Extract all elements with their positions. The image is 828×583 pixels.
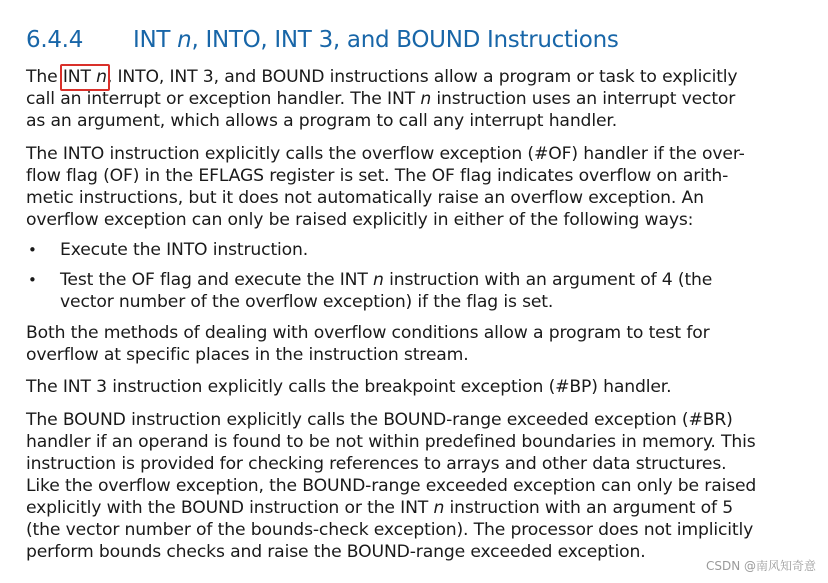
bullet-dot: • — [28, 241, 37, 259]
p5-line-5-post: instruction with an argument of 5 — [444, 498, 734, 518]
p1-line-1-pre: The — [26, 67, 63, 87]
p2-line-1: The INTO instruction explicitly calls the overflow exception (#OF) handler if the over- — [26, 144, 745, 164]
section-number: 6.4.4 — [26, 27, 84, 53]
p3-line-1: Both the methods of dealing with overflow conditions allow a program to test for — [26, 323, 710, 343]
section-heading — [26, 27, 619, 53]
p5-line-4: Like the overflow exception, the BOUND-range exceeded exception can only be raised — [26, 476, 757, 496]
p1-line-2-pre: call an interrupt or exception handler. The INT — [26, 89, 421, 109]
p1-line-3: as an argument, which allows a program to call any interrupt handler. — [26, 111, 618, 131]
p1-line-1 — [26, 66, 737, 88]
p5-line-7: perform bounds checks and raise the BOUND-range exceeded exception. — [26, 542, 646, 562]
p1-line-1-post: , INTO, INT 3, and BOUND instructions allow a program or task to explicitly — [106, 67, 738, 87]
p2-line-2: flow flag (OF) in the EFLAGS register is set. The OF flag indicates overflow on arith- — [26, 166, 729, 186]
section-title-pre: INT — [133, 27, 178, 53]
bullet-2-post: instruction with an argument of 4 (the — [383, 270, 713, 290]
bullet-1-text: Execute the INTO instruction. — [60, 240, 309, 260]
p5-line-2: handler if an operand is found to be not within predefined boundaries in memory. This — [26, 432, 756, 452]
p2-line-3: metic instructions, but it does not automatically raise an overflow exception. An — [26, 188, 704, 208]
p2-line-4: overflow exception can only be raised explicitly in either of the following ways: — [26, 210, 694, 230]
bullet-2-text — [60, 269, 712, 291]
bullet-2-var: n — [373, 270, 384, 290]
highlight-n: n — [96, 67, 107, 87]
section-title-post: , INTO, INT 3, and BOUND Instructions — [191, 27, 619, 53]
p5-line-1: The BOUND instruction explicitly calls the BOUND-range exceeded exception (#BR) — [26, 410, 733, 430]
p5-line-5-pre: explicitly with the BOUND instruction or the INT — [26, 498, 434, 518]
p1-line-2 — [26, 88, 735, 110]
p4-line-1: The INT 3 instruction explicitly calls the breakpoint exception (#BP) handler. — [26, 377, 672, 397]
csdn-watermark: CSDN @南风知奇意 — [705, 559, 816, 573]
highlight-int: INT — [62, 67, 97, 87]
bullet-2-pre: Test the OF flag and execute the INT — [60, 270, 374, 290]
bullet-dot: • — [28, 271, 37, 289]
section-title-var: n — [177, 27, 192, 53]
bullet-2-line-2: vector number of the overflow exception) if the flag is set. — [60, 292, 554, 312]
highlight-box-int-n — [63, 66, 107, 88]
p3-line-2: overflow at specific places in the instruction stream. — [26, 345, 469, 365]
p5-line-5-var: n — [433, 498, 445, 518]
p5-line-3: instruction is provided for checking references to arrays and other data structures. — [26, 454, 727, 474]
p5-line-5 — [26, 497, 733, 519]
p1-line-2-post: instruction uses an interrupt vector — [431, 89, 736, 109]
p5-line-6: (the vector number of the bounds-check exception). The processor does not implicitly — [26, 520, 754, 540]
p1-line-2-var: n — [420, 89, 432, 109]
